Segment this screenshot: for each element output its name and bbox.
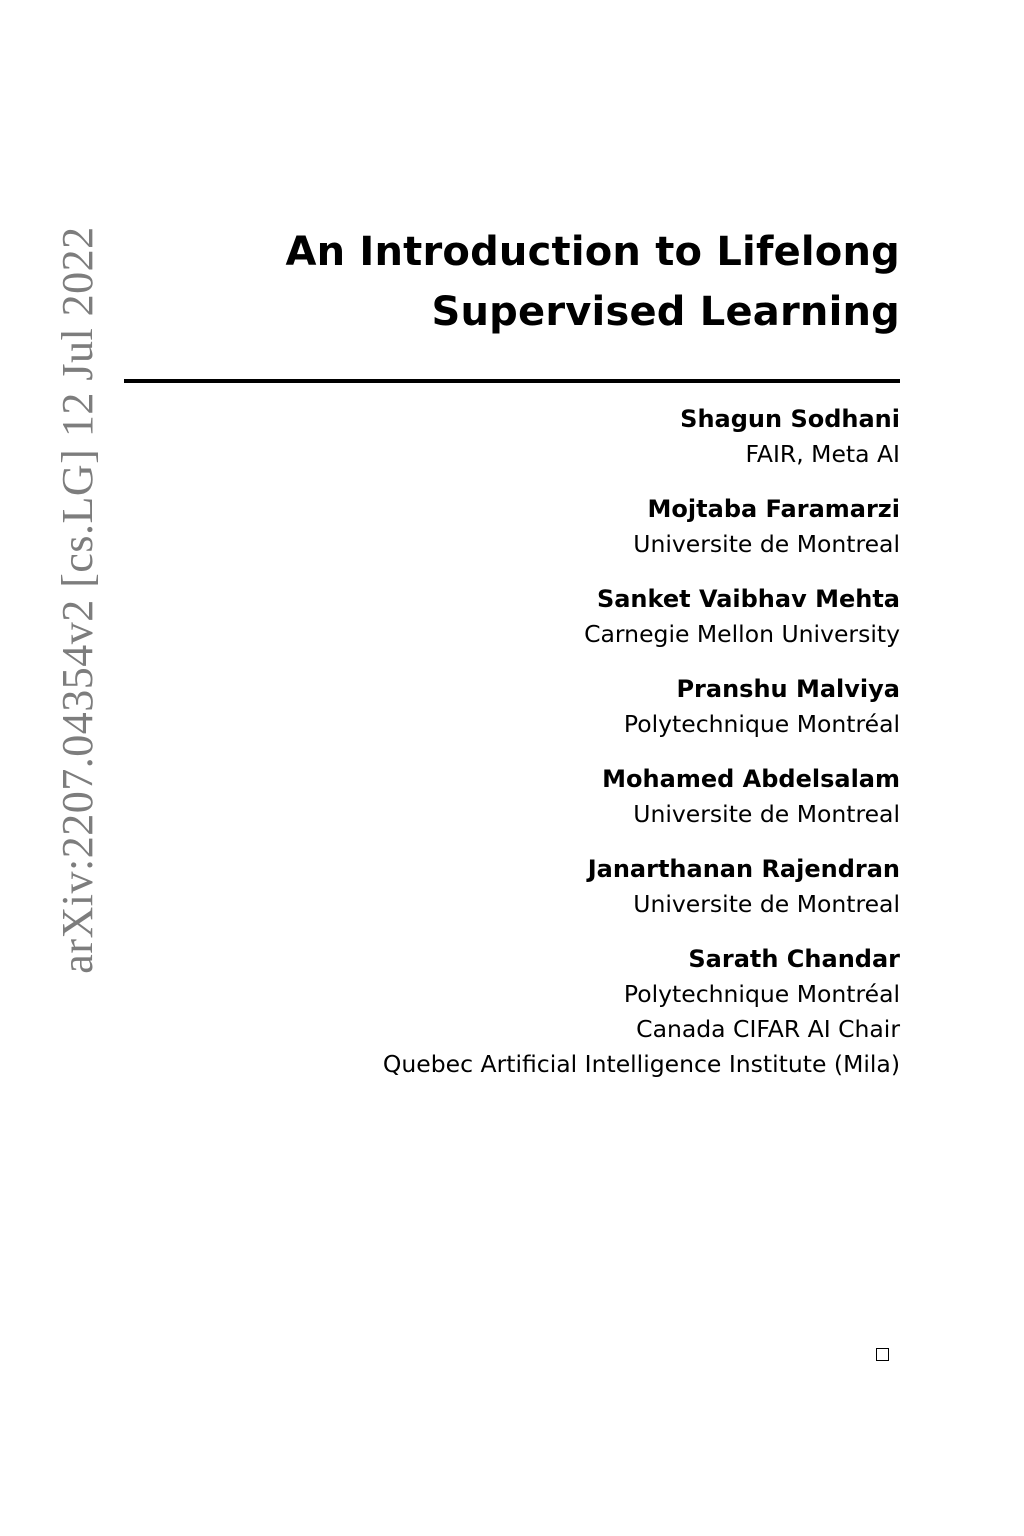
title-rule-divider bbox=[124, 379, 900, 383]
author-entry bbox=[180, 942, 900, 1082]
author-name: Sanket Vaibhav Mehta bbox=[596, 585, 900, 613]
author-affiliation: Quebec Artificial Intelligence Institute (Mila) bbox=[382, 1050, 900, 1078]
author-affiliation: FAIR, Meta AI bbox=[745, 440, 900, 468]
end-of-section-box-icon bbox=[876, 1348, 889, 1361]
author-name: Mojtaba Faramarzi bbox=[647, 495, 900, 523]
author-name: Janarthanan Rajendran bbox=[587, 855, 900, 883]
author-name: Shagun Sodhani bbox=[680, 405, 900, 433]
author-entry bbox=[180, 582, 900, 652]
arxiv-identifier-stamp: arXiv:2207.04354v2 [cs.LG] 12 Jul 2022 bbox=[53, 226, 102, 974]
author-affiliation: Universite de Montreal bbox=[633, 890, 900, 918]
author-affiliation: Canada CIFAR AI Chair bbox=[636, 1015, 900, 1043]
author-name: Sarath Chandar bbox=[688, 945, 900, 973]
author-list bbox=[180, 402, 900, 1102]
author-affiliation: Polytechnique Montréal bbox=[623, 980, 900, 1008]
title-line-1: An Introduction to Lifelong bbox=[285, 229, 900, 275]
author-affiliation: Polytechnique Montréal bbox=[623, 710, 900, 738]
author-affiliation: Universite de Montreal bbox=[633, 530, 900, 558]
author-name: Pranshu Malviya bbox=[676, 675, 900, 703]
author-entry bbox=[180, 762, 900, 832]
author-entry bbox=[180, 492, 900, 562]
paper-title bbox=[260, 222, 900, 342]
author-entry bbox=[180, 672, 900, 742]
author-entry bbox=[180, 402, 900, 472]
author-entry bbox=[180, 852, 900, 922]
author-name: Mohamed Abdelsalam bbox=[602, 765, 900, 793]
author-affiliation: Carnegie Mellon University bbox=[584, 620, 900, 648]
title-line-2: Supervised Learning bbox=[431, 289, 900, 335]
author-affiliation: Universite de Montreal bbox=[633, 800, 900, 828]
